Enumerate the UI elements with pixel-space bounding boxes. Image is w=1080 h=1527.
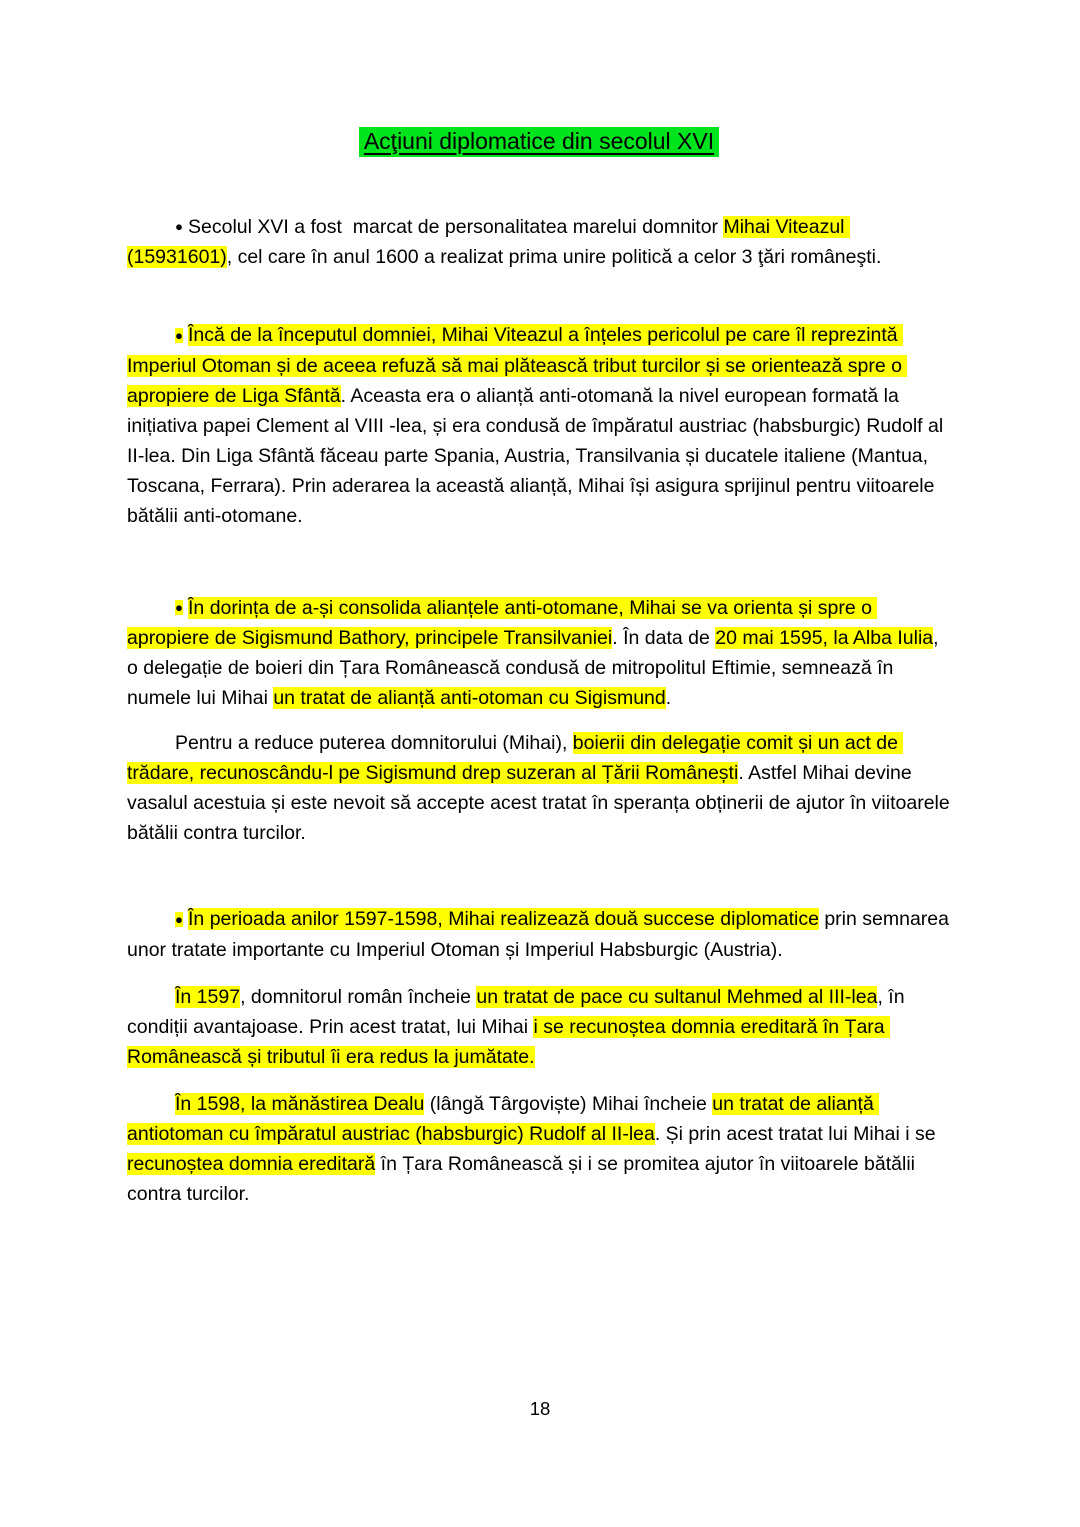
highlighted-text: Încă de la începutul domniei, Mihai Viteazul a înțeles pericolul pe care îl reprezintă Imperiul Otoman și de aceea refuză să mai plătească tribut turcilor și se orientează spre o apropiere de Liga Sfântă — [127, 324, 908, 407]
paragraph-liga-sfanta — [127, 320, 951, 530]
highlighted-text: un tratat de pace cu sultanul Mehmed al III-lea — [476, 985, 878, 1008]
highlighted-text: În dorința de a-și consolida alianțele anti-otomane, Mihai se va orienta și spre o apropiere de Sigismund Bathory, principele Transilvaniei — [127, 596, 878, 650]
body-text: Pentru a reduce puterea domnitorului (Mihai), — [175, 732, 573, 755]
body-text: . Aceasta era o alianță anti-otomană la nivel european formată la inițiativa papei Clement al VIII -lea, și era condusă de împăratul austriac (habsburgic) Rudolf al II-lea. Din Liga Sfântă făceau parte Spania, Austria, Transilvania și ducatele italiene (Mantua, Toscana, Ferrara). Prin aderarea la această alianță, Mihai își asigura sprijinul pentru viitoarele bătălii anti-otomane. — [127, 384, 949, 527]
highlighted-text: În 1597 — [175, 985, 241, 1008]
highlighted-text: un tratat de alianță antiotoman cu împăratul austriac (habsburgic) Rudolf al II-lea — [127, 1092, 880, 1145]
body-text: . Astfel Mihai devine vasalul acestuia și este nevoit să accepte acest tratat în speranța obținerii de ajutor în viitoarele bătălii contra turcilor. — [127, 762, 956, 845]
highlighted-text: 20 mai 1595, la Alba Iulia — [715, 627, 934, 650]
page-title — [127, 0, 951, 162]
paragraph-succese-1597-1598 — [127, 904, 955, 964]
highlighted-text: În 1598, la mănăstirea Dealu — [175, 1092, 425, 1115]
highlighted-text: un tratat de alianță anti-otoman cu Sigismund — [273, 687, 666, 710]
bullet-icon: ● — [175, 911, 184, 927]
document-body — [127, 0, 956, 1209]
body-text: , cel care în anul 1600 a realizat prima unire politică a celor 3 ţări româneşti. — [226, 246, 882, 269]
paragraph-tratat-1598 — [127, 1089, 951, 1209]
body-text: prin semnarea unor tratate importante cu Imperiul Otoman și Imperiul Habsburgic (Austria). — [127, 908, 955, 961]
bullet-icon: ● — [175, 219, 184, 235]
highlighted-text: boierii din delegație comit și un act de trădare, recunoscându-l pe Sigismund drep suzeran al Țării Românești — [127, 732, 904, 785]
page-number: 18 — [529, 1398, 551, 1419]
paragraph-intro — [127, 212, 951, 272]
highlighted-text: În perioada anilor 1597-1598, Mihai realizează două succese diplomatice — [188, 908, 819, 931]
page-title-text: Acţiuni diplomatice din secolul XVI — [359, 127, 719, 157]
body-text: Secolul XVI a fost marcat de personalitatea marelui domnitor — [188, 216, 724, 238]
body-text: , în condiții avantajoase. Prin acest tratat, lui Mihai — [127, 985, 910, 1038]
highlighted-text: Mihai Viteazul (15931601) — [127, 216, 850, 269]
body-text: . În data de — [612, 627, 716, 650]
body-text: în Țara Românească și i se promitea ajutor în viitoarele bătălii contra turcilor. — [127, 1152, 921, 1205]
paragraph-act-de-tradare — [127, 728, 956, 848]
paragraph-sigismund-bathory — [127, 593, 951, 713]
highlighted-text: i se recunoștea domnia ereditară în Țara Românească și tributul îi era redus la jumătate. — [127, 1015, 891, 1068]
body-text: . Și prin acest tratat lui Mihai i se — [654, 1122, 941, 1145]
highlighted-text: recunoștea domnia ereditară — [127, 1152, 376, 1175]
bullet-icon: ● — [175, 600, 184, 616]
bullet-icon: ● — [175, 327, 184, 343]
body-text: , domnitorul român încheie — [240, 985, 477, 1008]
body-text: (lângă Târgoviște) Mihai încheie — [424, 1092, 713, 1115]
body-text: , o delegație de boieri din Țara Românească condusă de mitropolitul Eftimie, semnează în numele lui Mihai — [127, 627, 944, 710]
body-text: . — [665, 687, 672, 710]
paragraph-tratat-1597 — [127, 982, 951, 1072]
